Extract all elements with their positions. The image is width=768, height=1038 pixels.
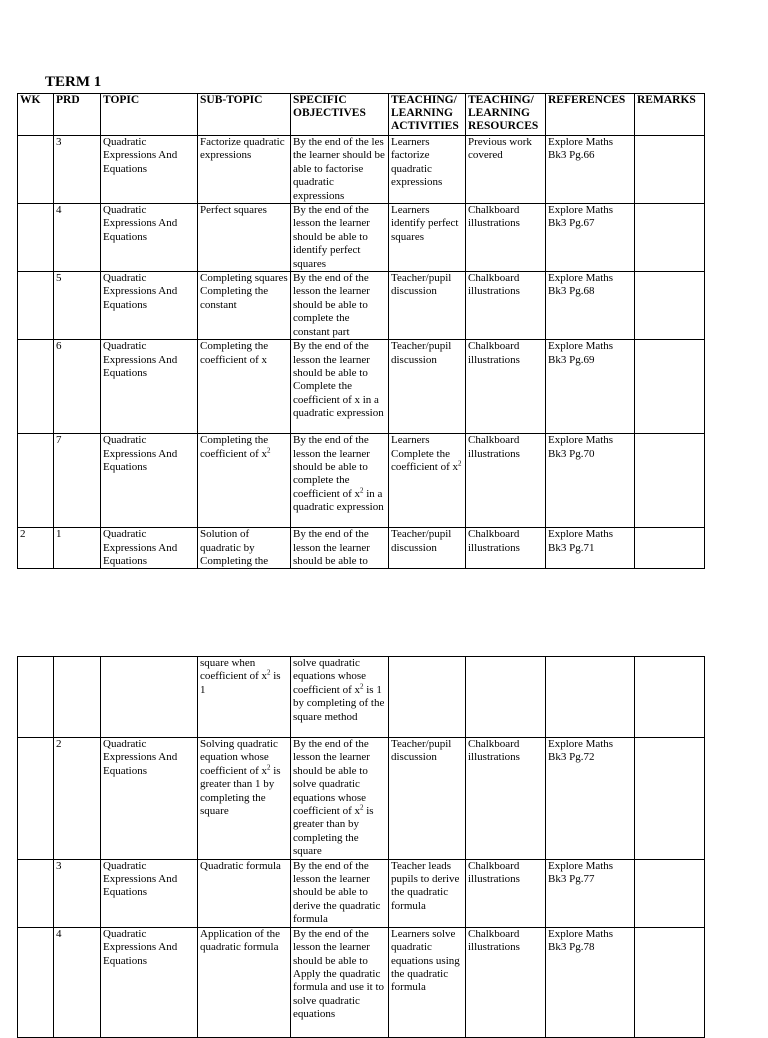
- table-row: [18, 657, 705, 738]
- topic-cell: [101, 657, 198, 738]
- objectives-cell: By the end of the lesson the learner should be able to: [291, 528, 389, 569]
- topic-cell: Quadratic Expressions And Equations: [101, 136, 198, 204]
- topic-cell: Quadratic Expressions And Equations: [101, 528, 198, 569]
- table-row: [18, 204, 705, 272]
- term-title: TERM 1: [45, 74, 102, 90]
- col-header-prd: PRD: [54, 94, 101, 136]
- activities-cell: Learners identify perfect squares: [389, 204, 466, 272]
- week-cell: [18, 738, 54, 860]
- table-row: [18, 136, 705, 204]
- activities-cell: [389, 657, 466, 738]
- topic-cell: Quadratic Expressions And Equations: [101, 204, 198, 272]
- period-cell: 7: [54, 434, 101, 528]
- period-cell: 1: [54, 528, 101, 569]
- subtopic-cell: Application of the quadratic formula: [198, 927, 291, 1037]
- period-cell: 2: [54, 738, 101, 860]
- week-cell: [18, 927, 54, 1037]
- period-cell: 4: [54, 204, 101, 272]
- col-header-activities: TEACHING/ LEARNING ACTIVITIES: [389, 94, 466, 136]
- topic-cell: Quadratic Expressions And Equations: [101, 434, 198, 528]
- objectives-cell: By the end of the lesson the learner should be able to identify perfect squares: [291, 204, 389, 272]
- objectives-cell: solve quadratic equations whose coefficient of $x^2$ is 1 by completing of the square method: [291, 657, 389, 738]
- resources-cell: Chalkboard illustrations: [466, 340, 546, 434]
- table-row: [18, 272, 705, 340]
- table-row: [18, 528, 705, 569]
- activities-cell: Learners solve quadratic equations using the quadratic formula: [389, 927, 466, 1037]
- resources-cell: Chalkboard illustrations: [466, 272, 546, 340]
- resources-cell: Chalkboard illustrations: [466, 528, 546, 569]
- resources-cell: Chalkboard illustrations: [466, 927, 546, 1037]
- col-header-references: REFERENCES: [546, 94, 635, 136]
- table-row: [18, 738, 705, 860]
- subtopic-cell: Perfect squares: [198, 204, 291, 272]
- topic-cell: Quadratic Expressions And Equations: [101, 927, 198, 1037]
- subtopic-cell: Completing the coefficient of $x^2$: [198, 434, 291, 528]
- remarks-cell: [635, 738, 705, 860]
- table-row: [18, 434, 705, 528]
- col-header-subtopic: SUB-TOPIC: [198, 94, 291, 136]
- period-cell: 4: [54, 927, 101, 1037]
- activities-cell: Teacher leads pupils to derive the quadratic formula: [389, 859, 466, 927]
- col-header-resources: TEACHING/ LEARNING RESOURCES: [466, 94, 546, 136]
- remarks-cell: [635, 657, 705, 738]
- objectives-cell: By the end of the lesson the learner should be able to Complete the coefficient of x in a quadratic expression: [291, 340, 389, 434]
- objectives-cell: By the end of the lesson the learner should be able to Apply the quadratic formula and use it to solve quadratic equations: [291, 927, 389, 1037]
- scheme-table-page-2: [17, 656, 705, 1038]
- subtopic-cell: square when coefficient of $x^2$ is 1: [198, 657, 291, 738]
- activities-cell: Learners factorize quadratic expressions: [389, 136, 466, 204]
- period-cell: 3: [54, 859, 101, 927]
- topic-cell: Quadratic Expressions And Equations: [101, 272, 198, 340]
- remarks-cell: [635, 927, 705, 1037]
- period-cell: 6: [54, 340, 101, 434]
- topic-cell: Quadratic Expressions And Equations: [101, 738, 198, 860]
- subtopic-cell: Completing the coefficient of x: [198, 340, 291, 434]
- topic-cell: Quadratic Expressions And Equations: [101, 859, 198, 927]
- resources-cell: Chalkboard illustrations: [466, 434, 546, 528]
- week-cell: [18, 859, 54, 927]
- subtopic-cell: Quadratic formula: [198, 859, 291, 927]
- scheme-table-page-1: [17, 93, 705, 569]
- col-header-wk: WK: [18, 94, 54, 136]
- remarks-cell: [635, 272, 705, 340]
- activities-cell: Teacher/pupil discussion: [389, 738, 466, 860]
- references-cell: Explore Maths Bk3 Pg.77: [546, 859, 635, 927]
- references-cell: Explore Maths Bk3 Pg.68: [546, 272, 635, 340]
- period-cell: [54, 657, 101, 738]
- references-cell: Explore Maths Bk3 Pg.66: [546, 136, 635, 204]
- week-cell: [18, 204, 54, 272]
- week-cell: 2: [18, 528, 54, 569]
- references-cell: [546, 657, 635, 738]
- references-cell: Explore Maths Bk3 Pg.71: [546, 528, 635, 569]
- resources-cell: Chalkboard illustrations: [466, 204, 546, 272]
- resources-cell: [466, 657, 546, 738]
- objectives-cell: By the end of the lesson the learner should be able to solve quadratic equations whose coefficient of $x^2$ is greater than by completing the square: [291, 738, 389, 860]
- resources-cell: Previous work covered: [466, 136, 546, 204]
- remarks-cell: [635, 340, 705, 434]
- subtopic-cell: Solving quadratic equation whose coefficient of $x^2$ is greater than 1 by completing the square: [198, 738, 291, 860]
- remarks-cell: [635, 528, 705, 569]
- table-row: [18, 859, 705, 927]
- week-cell: [18, 434, 54, 528]
- table-row: [18, 340, 705, 434]
- week-cell: [18, 657, 54, 738]
- remarks-cell: [635, 434, 705, 528]
- objectives-cell: By the end of the lesson the learner should be able to derive the quadratic formula: [291, 859, 389, 927]
- objectives-cell: By the end of the lesson the learner should be able to complete the coefficient of $x^2$ in a quadratic expression: [291, 434, 389, 528]
- week-cell: [18, 136, 54, 204]
- references-cell: Explore Maths Bk3 Pg.70: [546, 434, 635, 528]
- remarks-cell: [635, 136, 705, 204]
- col-header-objectives: SPECIFIC OBJECTIVES: [291, 94, 389, 136]
- objectives-cell: By the end of the lesson the learner should be able to complete the constant part: [291, 272, 389, 340]
- topic-cell: Quadratic Expressions And Equations: [101, 340, 198, 434]
- activities-cell: Teacher/pupil discussion: [389, 340, 466, 434]
- subtopic-cell: Solution of quadratic by Completing the: [198, 528, 291, 569]
- resources-cell: Chalkboard illustrations: [466, 738, 546, 860]
- references-cell: Explore Maths Bk3 Pg.69: [546, 340, 635, 434]
- references-cell: Explore Maths Bk3 Pg.72: [546, 738, 635, 860]
- col-header-topic: TOPIC: [101, 94, 198, 136]
- table-row: [18, 927, 705, 1037]
- references-cell: Explore Maths Bk3 Pg.78: [546, 927, 635, 1037]
- col-header-remarks: REMARKS: [635, 94, 705, 136]
- week-cell: [18, 340, 54, 434]
- activities-cell: Teacher/pupil discussion: [389, 528, 466, 569]
- references-cell: Explore Maths Bk3 Pg.67: [546, 204, 635, 272]
- activities-cell: Teacher/pupil discussion: [389, 272, 466, 340]
- subtopic-cell: Factorize quadratic expressions: [198, 136, 291, 204]
- objectives-cell: By the end of the les the learner should be able to factorise quadratic expressions: [291, 136, 389, 204]
- remarks-cell: [635, 859, 705, 927]
- activities-cell: Learners Complete the coefficient of $x^2$: [389, 434, 466, 528]
- period-cell: 3: [54, 136, 101, 204]
- period-cell: 5: [54, 272, 101, 340]
- subtopic-cell: Completing squares Completing the constant: [198, 272, 291, 340]
- week-cell: [18, 272, 54, 340]
- resources-cell: Chalkboard illustrations: [466, 859, 546, 927]
- remarks-cell: [635, 204, 705, 272]
